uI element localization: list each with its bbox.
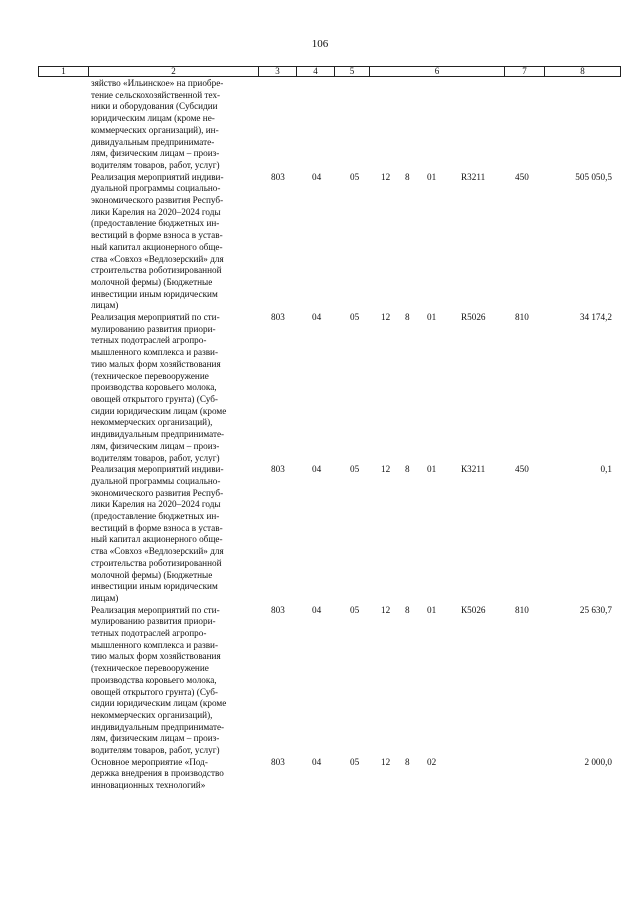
row-expense-type: 810: [515, 604, 529, 615]
row-description: Реализация мероприятий индиви- дуальной программы социально- экономического развития Респуб- лики Карелия на 2020–2024 годы (предоставление бюджетных ин- вестиций в форме взноса в устав- ный капитал акционерного обще- ства «Совхоз «Ведлозерский» для строительства роботизированной молочной фермы) (Бюджетные инвестиции иным юридическим лицам): [91, 171, 224, 311]
row-amount: 25 630,7: [579, 604, 612, 615]
row-expense-type: 810: [515, 312, 529, 323]
header-col-8: 8: [580, 66, 585, 76]
table-row: [0, 464, 640, 604]
row-target-program: 12: [381, 171, 391, 182]
row-ministry-code: 803: [271, 756, 285, 767]
row-target-event: 01: [427, 604, 437, 615]
table-row: [0, 78, 640, 172]
table-header: [38, 66, 621, 77]
row-subsection-code: 05: [350, 171, 360, 182]
row-target-subprogram: 8: [405, 312, 410, 323]
row-target-event: 02: [427, 756, 437, 767]
row-target-event: 01: [427, 464, 437, 475]
row-description: зяйство «Ильинское» на приобре- тение сельскохозяйственной тех- ники и оборудования (Субсидии юридическим лицам (кроме не- коммерческих организаций), ин- дивидуальным предпринимате- лям, физическим лицам – произ- водителям товаров, работ, услуг): [91, 78, 224, 170]
table-row: [0, 172, 640, 312]
page-number: 106: [311, 38, 329, 50]
row-target-subprogram: 8: [405, 756, 410, 767]
row-amount: 505 050,5: [575, 171, 612, 182]
row-section-code: 04: [312, 756, 322, 767]
row-subsection-code: 05: [350, 756, 360, 767]
row-target-program: 12: [381, 756, 391, 767]
row-description: Реализация мероприятий индиви- дуальной программы социально- экономического развития Респуб- лики Карелия на 2020–2024 годы (предоставление бюджетных ин- вестиций в форме взноса в устав- ный капитал акционерного обще- ства «Совхоз «Ведлозерский» для строительства роботизированной молочной фермы) (Бюджетные инвестиции иным юридическим лицам): [91, 464, 224, 603]
row-target-subprogram: 8: [405, 464, 410, 475]
table-row: [0, 605, 640, 757]
row-target-event: 01: [427, 312, 437, 323]
row-expense-type: 450: [515, 464, 529, 475]
row-target-subprogram: 8: [405, 171, 410, 182]
header-col-4: 4: [297, 67, 335, 76]
header-col-3: 3: [259, 67, 297, 76]
header-col-7: 7: [505, 67, 545, 76]
header-col-1: 1: [39, 67, 89, 76]
row-ministry-code: 803: [271, 464, 285, 475]
table-body: [0, 78, 640, 792]
row-ministry-code: 803: [271, 171, 285, 182]
row-target-subprogram: 8: [405, 604, 410, 615]
row-target-direction: R5026: [461, 312, 486, 323]
row-expense-type: 450: [515, 171, 529, 182]
row-ministry-code: 803: [271, 604, 285, 615]
row-description: Реализация мероприятий по сти- мулированию развития приори- тетных подотраслей агропро- мышленного комплекса и разви- тию малых форм хозяйствования (техническое перевооружение производства коровьего молока, овощей открытого грунта) (Суб- сидии юридическим лицам (кроме некоммерческих организаций), индивидуальным предпринимате- лям, физическим лицам – произ- водителям товаров, работ, услуг): [91, 312, 227, 463]
row-target-program: 12: [381, 604, 391, 615]
row-amount: 2 000,0: [584, 756, 612, 767]
row-section-code: 04: [312, 604, 322, 615]
row-target-direction: К5026: [461, 604, 486, 615]
row-target-program: 12: [381, 312, 391, 323]
row-description: Реализация мероприятий по сти- мулированию развития приори- тетных подотраслей агропро- мышленного комплекса и разви- тию малых форм хозяйствования (техническое перевооружение производства коровьего молока, овощей открытого грунта) (Суб- сидии юридическим лицам (кроме некоммерческих организаций), индивидуальным предпринимате- лям, физическим лицам – произ- водителям товаров, работ, услуг): [91, 604, 227, 756]
row-subsection-code: 05: [350, 464, 360, 475]
table-row: [0, 312, 640, 464]
row-subsection-code: 05: [350, 312, 360, 323]
row-target-program: 12: [381, 464, 391, 475]
row-description: Основное мероприятие «Под- держка внедрения в производство инновационных технологий»: [91, 756, 224, 791]
row-target-event: 01: [427, 171, 437, 182]
row-ministry-code: 803: [271, 312, 285, 323]
table-row: [0, 757, 640, 792]
row-section-code: 04: [312, 464, 322, 475]
header-col-5: 5: [335, 67, 370, 76]
header-col-2: 2: [89, 67, 259, 76]
row-amount: 34 174,2: [579, 312, 612, 323]
row-subsection-code: 05: [350, 604, 360, 615]
header-col-6: 6: [370, 67, 505, 76]
row-section-code: 04: [312, 171, 322, 182]
row-section-code: 04: [312, 312, 322, 323]
row-target-direction: R3211: [461, 171, 486, 182]
row-target-direction: К3211: [461, 464, 486, 475]
row-amount: 0,1: [600, 464, 612, 475]
